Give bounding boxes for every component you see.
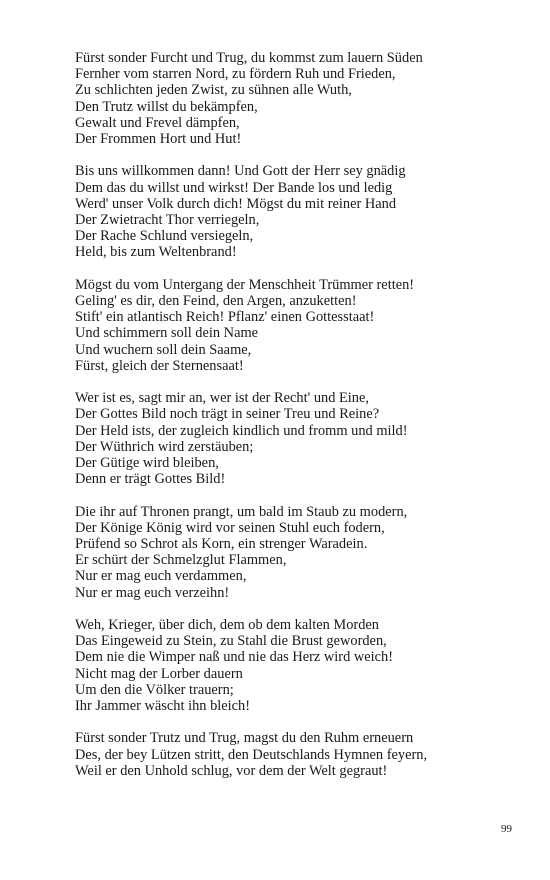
poem-line: Prüfend so Schrot als Korn, ein strenger Waradein. xyxy=(75,536,368,553)
stanza xyxy=(75,163,525,260)
poem-line: Den Trutz willst du bekämpfen, xyxy=(75,98,258,115)
poem-line: Fürst sonder Furcht und Trug, du kommst zum lauern Süden xyxy=(75,50,423,66)
poem-line: Ihr Jammer wäscht ihn bleich! xyxy=(75,698,251,715)
poem-line: Und wuchern soll dein Saame, xyxy=(75,341,252,358)
poem-line: Der Gütige wird bleiben, xyxy=(75,455,219,472)
poem-line: Der Frommen Hort und Hut! xyxy=(75,131,242,148)
poem-line: Denn er trägt Gottes Bild! xyxy=(75,471,226,488)
poem-line: Der Gottes Bild noch trägt in seiner Treu und Reine? xyxy=(75,406,380,423)
poem-line: Der Zwietracht Thor verriegeln, xyxy=(75,212,260,229)
poem-line: Des, der bey Lützen stritt, den Deutschlands Hymnen feyern, xyxy=(75,746,428,763)
stanza xyxy=(75,390,525,487)
stanza xyxy=(75,504,525,601)
poem-line: Gewalt und Frevel dämpfen, xyxy=(75,114,240,131)
poem-line: Fernher vom starren Nord, zu fördern Ruh und Frieden, xyxy=(75,66,396,83)
poem-line: Weh, Krieger, über dich, dem ob dem kalten Morden xyxy=(75,617,379,634)
poem-line: Nur er mag euch verzeihn! xyxy=(75,584,230,601)
page-number: 99 xyxy=(501,823,512,835)
poem-line: Fürst, gleich der Sternensaat! xyxy=(75,357,244,374)
poem-line: Held, bis zum Weltenbrand! xyxy=(75,244,237,261)
poem-line: Das Eingeweid zu Stein, zu Stahl die Brust geworden, xyxy=(75,633,387,650)
poem-line: Wer ist es, sagt mir an, wer ist der Recht' und Eine, xyxy=(75,390,369,407)
stanza xyxy=(75,277,525,374)
poem-line: Die ihr auf Thronen prangt, um bald im Staub zu modern, xyxy=(75,503,408,520)
poem-line: Mögst du vom Untergang der Menschheit Trümmer retten! xyxy=(75,276,415,293)
poem-line: Und schimmern soll dein Name xyxy=(75,325,259,342)
poem-line: Um den die Völker trauern; xyxy=(75,681,234,698)
poem-line: Nur er mag euch verdammen, xyxy=(75,568,247,585)
poem-line: Geling' es dir, den Feind, den Argen, anzuketten! xyxy=(75,293,357,310)
poem-text xyxy=(75,50,525,795)
poem-line: Dem das du willst und wirkst! Der Bande los und ledig xyxy=(75,179,393,196)
poem-line: Fürst sonder Trutz und Trug, magst du den Ruhm erneuern xyxy=(75,730,414,747)
poem-line: Er schürt der Schmelzglut Flammen, xyxy=(75,552,287,569)
poem-line: Der Könige König wird vor seinen Stuhl euch fodern, xyxy=(75,519,385,536)
poem-line: Zu schlichten jeden Zwist, zu sühnen alle Wuth, xyxy=(75,82,352,99)
stanza xyxy=(75,50,525,147)
poem-line: Der Rache Schlund versiegeln, xyxy=(75,228,254,245)
poem-line: Der Wüthrich wird zerstäuben; xyxy=(75,438,254,455)
stanza xyxy=(75,730,525,779)
poem-line: Dem nie die Wimper naß und nie das Herz wird weich! xyxy=(75,649,394,666)
poem-line: Weil er den Unhold schlug, vor dem der Welt gegraut! xyxy=(75,762,388,779)
poem-line: Der Held ists, der zugleich kindlich und fromm und mild! xyxy=(75,422,408,439)
poem-line: Bis uns willkommen dann! Und Gott der Herr sey gnädig xyxy=(75,163,406,180)
stanza xyxy=(75,617,525,714)
poem-line: Werd' unser Volk durch dich! Mögst du mit reiner Hand xyxy=(75,195,397,212)
poem-line: Stift' ein atlantisch Reich! Pflanz' einen Gottesstaat! xyxy=(75,309,375,326)
poem-line: Nicht mag der Lorber dauern xyxy=(75,665,243,682)
